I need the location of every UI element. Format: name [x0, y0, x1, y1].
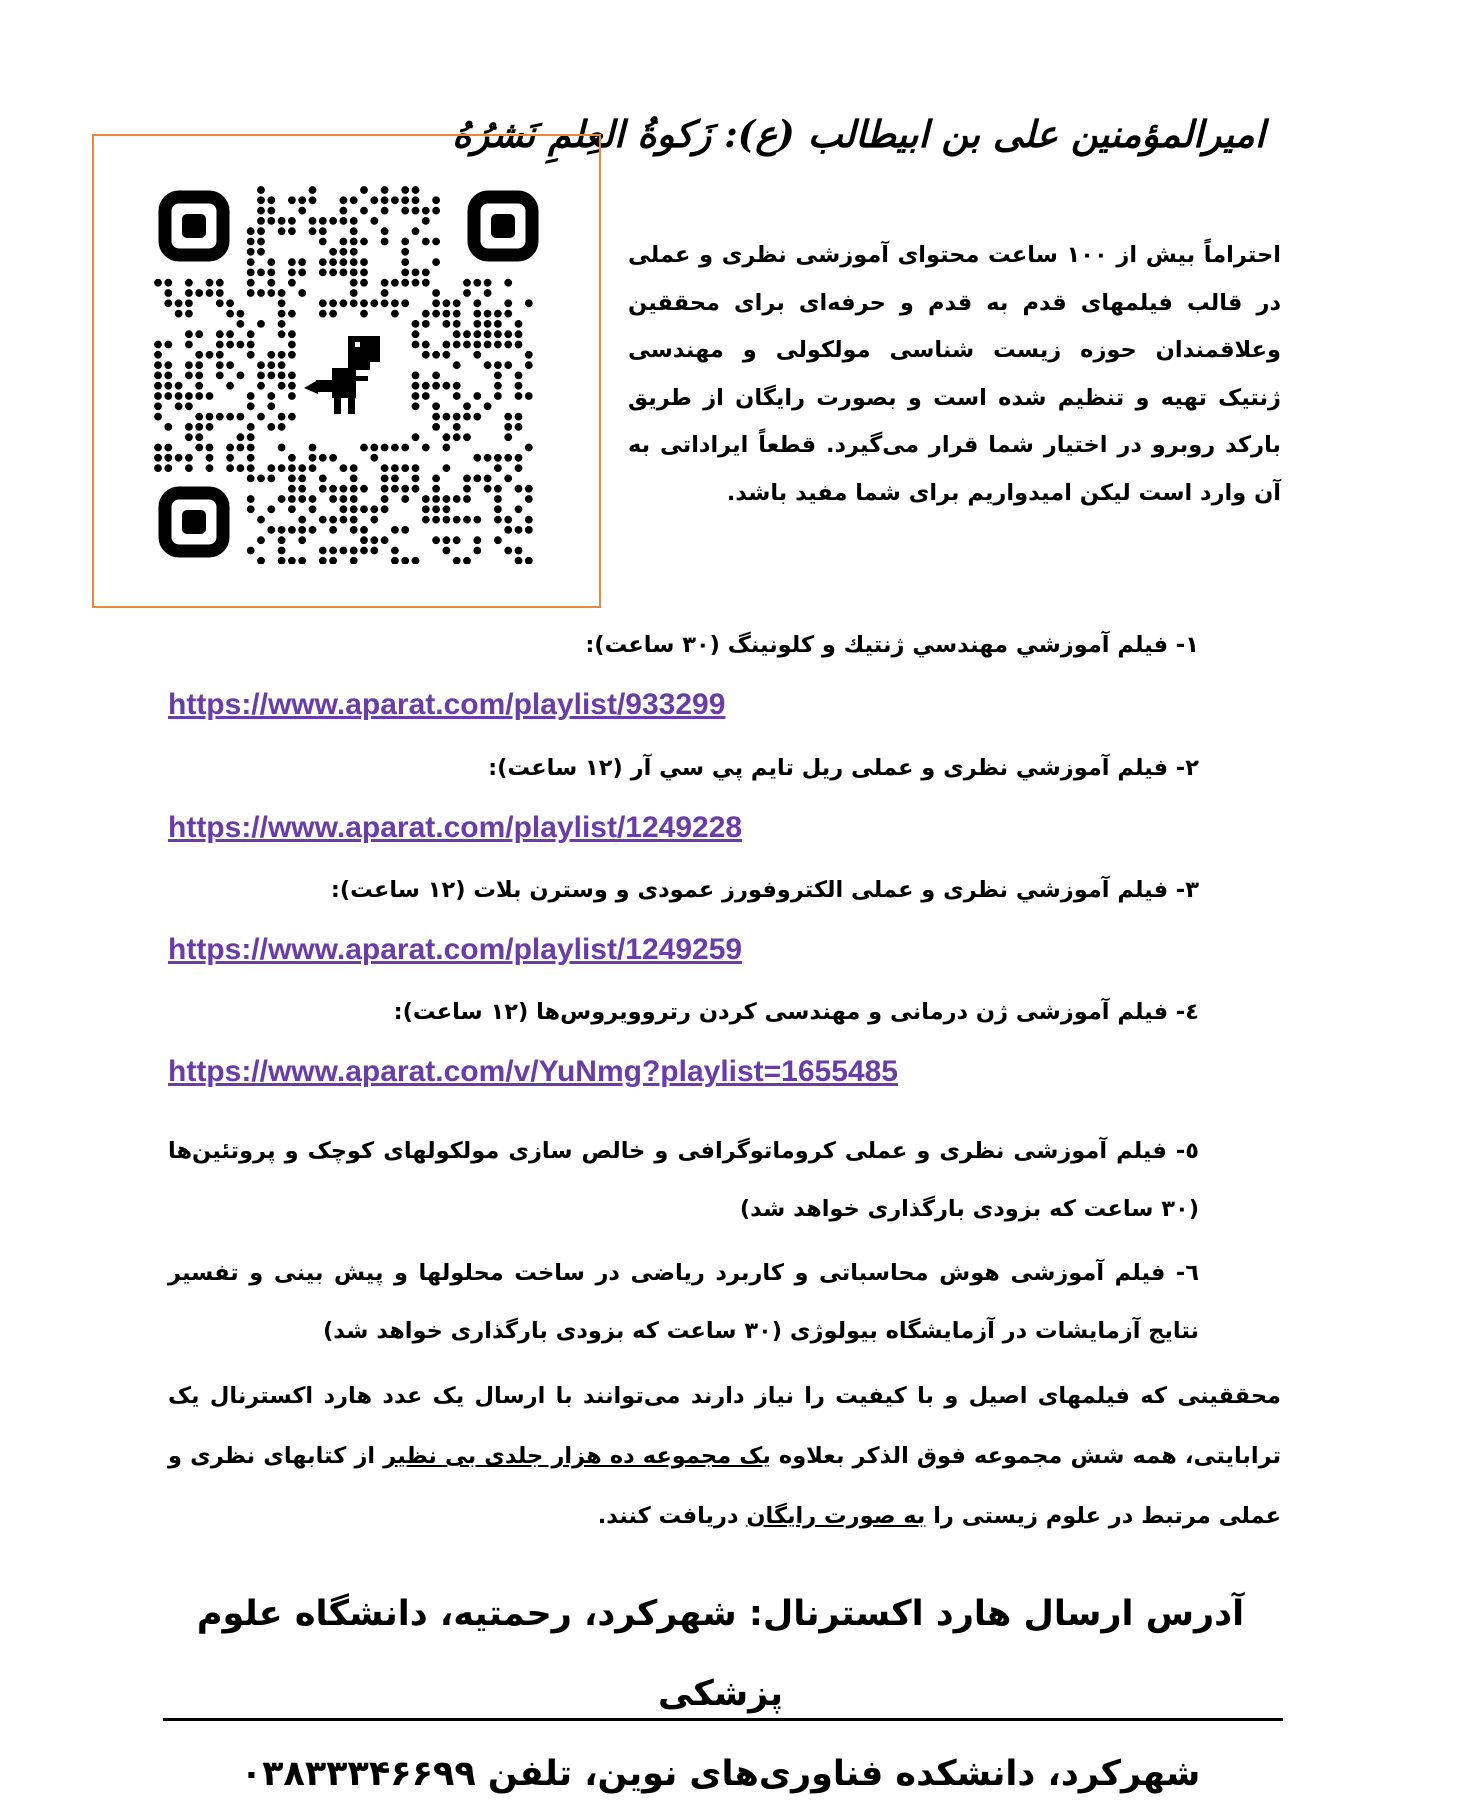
hadith-quote: امیرالمؤمنین علی بن ابیطالب (ع): زَکوةُ العِلمِ نَشرُهُ [452, 112, 1265, 156]
hard-drive-note: محققینی که فیلمهای اصیل و با کیفیت را نیاز دارند می‌توانند با ارسال یک عدد هارد اکسترنال یک ترابایتی، همه شش مجموعه فوق الذکر بعلاوه یک مجموعه ده هزار جلدی بی نظیر از کتابهای نظری و عملی مرتبط در علوم زیستی را به صورت رایگان دریافت کنند. [168, 1383, 1282, 1529]
intro-paragraph: احتراماً بیش از ۱۰۰ ساعت محتوای آموزشی نظری و عملی در قالب فیلمهای قدم به قدم و حرفه‌ای برای محققین وعلاقمندان حوزه زیست شناسی مولکولی و مهندسی ژنتیک تهیه و تنظیم شده است و بصورت رایگان از طریق بارکد روبرو در اختیار شما قرار می‌گیرد. قطعاً ایراداتی به آن وارد است لیکن امیدواریم برای شما مفید باشد. [628, 242, 1282, 506]
item-4-label: ٤- فیلم آموزشی ژن درمانی و مهندسی کردن رتروویروس‌ها (۱۲ ساعت): [393, 999, 1199, 1025]
item-3-label: ۳- فيلم آموزشي نظری و عملی الكتروفورز عمودی و وسترن بلات (۱۲ ساعت): [330, 877, 1199, 903]
item-6-label: ٦- فیلم آموزشی هوش محاسباتی و کاربرد ریاضی در ساخت محلولها و پیش بینی و تفسیر نتایج آزمایشات در آزمایشگاه بیولوژی (۳۰ ساعت که بزودی بارگذاری خواهد شد) [168, 1260, 1199, 1344]
item-4-link[interactable]: https://www.aparat.com/v/YuNmg?playlist=1655485 [168, 1055, 898, 1088]
item-5-label: ٥- فیلم آموزشی نظری و عملی کروماتوگرافی و خالص سازی مولکولهای کوچک و پروتئین‌ها (۳۰ ساعت که بزودی بارگذاری خواهد شد) [168, 1138, 1199, 1222]
item-1-label: ۱- فيلم آموزشي مهندسي ژنتيك و كلونينگ (۳۰ ساعت): [585, 632, 1199, 658]
free-highlight: به صورت رایگان [746, 1503, 926, 1529]
library-highlight: یک مجموعه ده هزار جلدی بی نظیر [383, 1443, 771, 1469]
qr-code[interactable] [152, 184, 545, 564]
qr-code-frame [92, 134, 601, 608]
dinosaur-icon [304, 332, 388, 422]
item-3-link[interactable]: https://www.aparat.com/playlist/1249259 [168, 933, 743, 966]
item-2-label: ۲- فيلم آموزشي نظری و عملی ريل تايم پي سي آر (۱۲ ساعت): [488, 755, 1199, 781]
bottom-divider [163, 1718, 1283, 1721]
item-2-link[interactable]: https://www.aparat.com/playlist/1249228 [168, 811, 743, 844]
item-1-link[interactable]: https://www.aparat.com/playlist/933299 [168, 688, 726, 721]
shipping-address: آدرس ارسال هارد اکسترنال: شهرکرد، رحمتیه، دانشگاه علوم پزشکی شهرکرد، دانشکده فناوری‌های نوین، تلفن ۰۳۸۳۳۳۴۶۶۹۹ [196, 1594, 1245, 1794]
